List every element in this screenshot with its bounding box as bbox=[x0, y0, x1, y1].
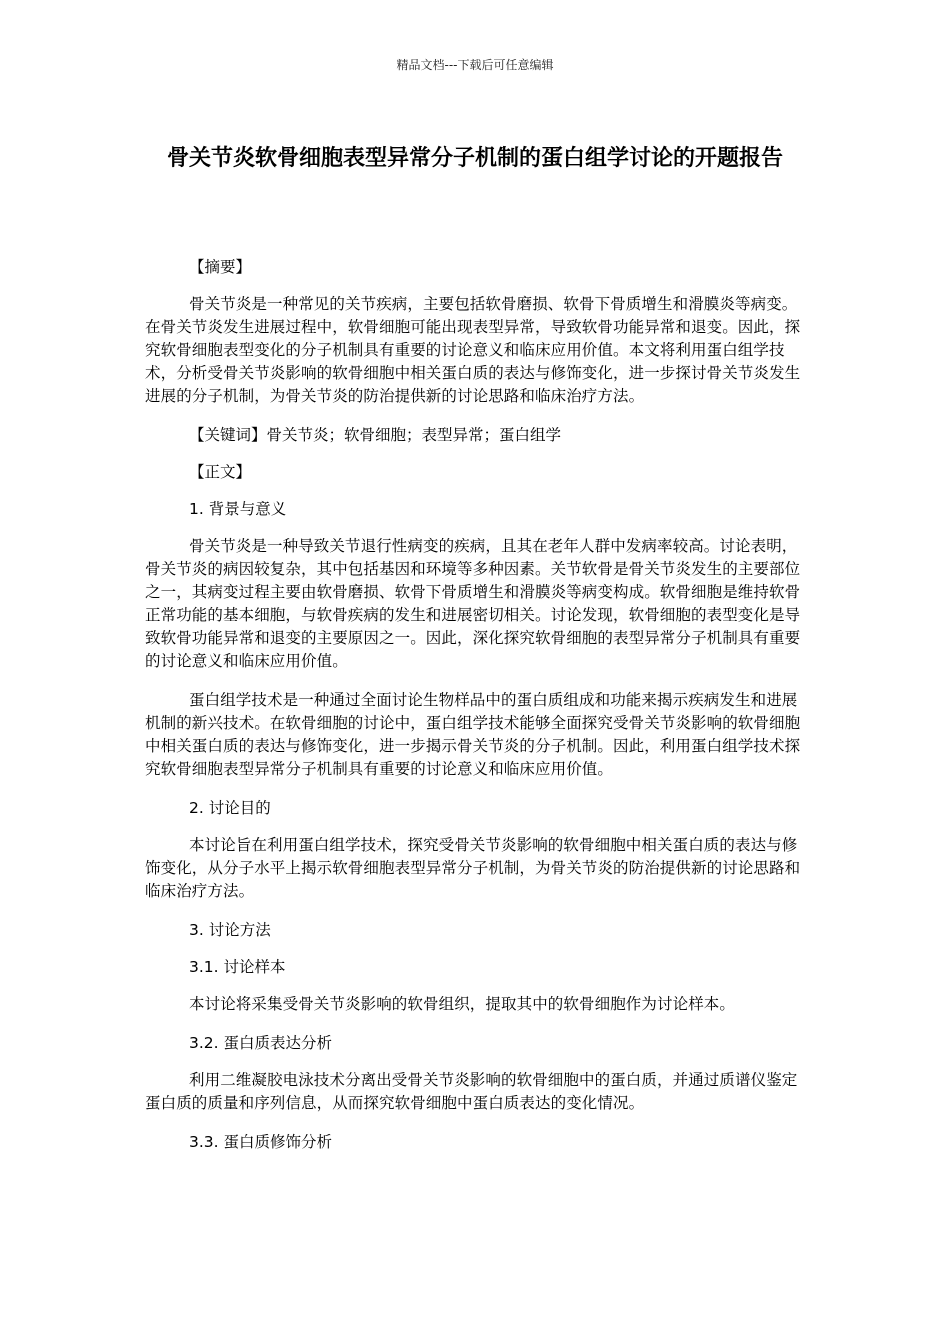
keywords-line: 【关键词】骨关节炎；软骨细胞；表型异常；蛋白组学 bbox=[189, 426, 562, 444]
document-title: 骨关节炎软骨细胞表型异常分子机制的蛋白组学讨论的开题报告 bbox=[166, 146, 783, 171]
subsection-heading-expression: 3.2. 蛋白质表达分析 bbox=[189, 1034, 333, 1052]
subsection-heading-samples: 3.1. 讨论样本 bbox=[189, 958, 286, 976]
page-header: 精品文档---下载后可任意编辑 bbox=[396, 58, 554, 72]
section-heading-methods: 3. 讨论方法 bbox=[189, 921, 271, 939]
background-paragraph-2: 蛋白组学技术是一种通过全面讨论生物样品中的蛋白质组成和功能来揭示疾病发生和进展机制的新兴技术。在软骨细胞的讨论中，蛋白组学技术能够全面探究受骨关节炎影响的软骨细胞中相关蛋白质的表达与修饰变化，进一步揭示骨关节炎的分子机制。因此，利用蛋白组学技术探究软骨细胞表型异常分子机制具有重要的讨论意义和临床应用价值。 bbox=[145, 691, 801, 778]
abstract-paragraph: 骨关节炎是一种常见的关节疾病，主要包括软骨磨损、软骨下骨质增生和滑膜炎等病变。在骨关节炎发生进展过程中，软骨细胞可能出现表型异常，导致软骨功能异常和退变。因此，探究软骨细胞表型变化的分子机制具有重要的讨论意义和临床应用价值。本文将利用蛋白组学技术，分析受骨关节炎影响的软骨细胞中相关蛋白质的表达与修饰变化，进一步探讨骨关节炎发生进展的分子机制，为骨关节炎的防治提供新的讨论思路和临床治疗方法。 bbox=[145, 295, 801, 405]
abstract-label: 【摘要】 bbox=[189, 258, 252, 276]
body-label: 【正文】 bbox=[189, 463, 252, 481]
section-heading-purpose: 2. 讨论目的 bbox=[189, 799, 271, 817]
section-heading-background: 1. 背景与意义 bbox=[189, 500, 287, 518]
expression-paragraph: 利用二维凝胶电泳技术分离出受骨关节炎影响的软骨细胞中的蛋白质，并通过质谱仪鉴定蛋白质的质量和序列信息，从而探究软骨细胞中蛋白质表达的变化情况。 bbox=[145, 1071, 798, 1112]
subsection-heading-modification: 3.3. 蛋白质修饰分析 bbox=[189, 1133, 333, 1151]
document-body bbox=[145, 256, 805, 1168]
samples-paragraph: 本讨论将采集受骨关节炎影响的软骨组织，提取其中的软骨细胞作为讨论样本。 bbox=[189, 995, 736, 1013]
purpose-paragraph: 本讨论旨在利用蛋白组学技术，探究受骨关节炎影响的软骨细胞中相关蛋白质的表达与修饰变化，从分子水平上揭示软骨细胞表型异常分子机制，为骨关节炎的防治提供新的讨论思路和临床治疗方法。 bbox=[145, 836, 801, 900]
background-paragraph-1: 骨关节炎是一种导致关节退行性病变的疾病，且其在老年人群中发病率较高。讨论表明，骨关节炎的病因较复杂，其中包括基因和环境等多种因素。关节软骨是骨关节炎发生的主要部位之一，其病变过程主要由软骨磨损、软骨下骨质增生和滑膜炎等病变构成。软骨细胞是维持软骨正常功能的基本细胞，与软骨疾病的发生和进展密切相关。讨论发现，软骨细胞的表型变化是导致软骨功能异常和退变的主要原因之一。因此，深化探究软骨细胞的表型异常分子机制具有重要的讨论意义和临床应用价值。 bbox=[145, 537, 801, 670]
